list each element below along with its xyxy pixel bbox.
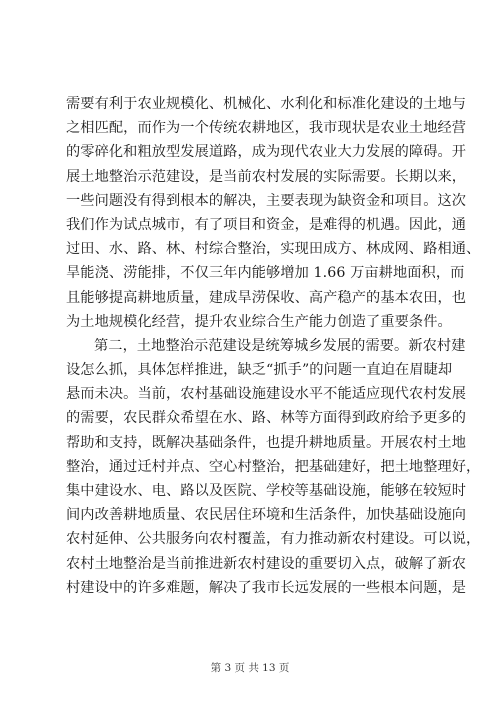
text-line: 村建设中的许多难题，解决了我市长远发展的一些根本问题，是 — [66, 579, 467, 596]
paragraph-start-line: 第二，土地整治示范建设是统筹城乡发展的需要。新农村建 — [94, 337, 466, 354]
text-line: 间内改善耕地质量、农民居住环境和生活条件，加快基础设施向 — [66, 507, 467, 524]
text-line: 农村延伸、公共服务向农村覆盖，有力推动新农村建设。可以说， — [66, 531, 481, 548]
text-line: 农村土地整治是当前推进新农村建设的重要切入点，破解了新农 — [66, 555, 467, 572]
body-text — [66, 92, 481, 600]
text-line: 悬而未决。当前，农村基础设施建设水平不能适应现代农村发展 — [66, 386, 467, 403]
text-line: 且能够提高耕地质量，建成旱涝保收、高产稳产的基本农田，也 — [66, 289, 467, 306]
text-line: 需要有利于农业规模化、机械化、水利化和标准化建设的土地与 — [66, 96, 467, 112]
text-line: 的零碎化和粗放型发展道路，成为现代农业大力发展的障碍。开 — [66, 144, 467, 161]
text-line: 的需要，农民群众希望在水、路、林等方面得到政府给予更多的 — [66, 410, 467, 427]
page-number-footer: 第 3 页 共 13 页 — [210, 662, 290, 674]
text-line: 展土地整治示范建设，是当前农村发展的实际需要。长期以来， — [66, 168, 467, 185]
text-line: 一些问题没有得到根本的解决，主要表现为缺资金和项目。这次 — [66, 192, 467, 209]
text-line: 帮助和支持，既解决基础条件，也提升耕地质量。开展农村土地 — [66, 434, 467, 451]
text-line: 旱能浇、涝能排，不仅三年内能够增加 1.66 万亩耕地面积，而 — [66, 265, 465, 282]
text-line: 过田、水、路、林、村综合整治，实现田成方、林成网、路相通、 — [66, 241, 481, 258]
text-line: 整治，通过迁村并点、空心村整治，把基础建好，把土地整理好， — [66, 458, 481, 475]
paragraph-end-line: 为土地规模化经营，提升农业综合生产能力创造了重要条件。 — [66, 313, 452, 330]
text-line: 设怎么抓，具体怎样推进，缺乏“抓手”的问题一直迫在眉睫却 — [66, 362, 453, 379]
text-line: 我们作为试点城市，有了项目和资金，是难得的机遇。因此，通 — [66, 216, 467, 233]
text-line: 集中建设水、电、路以及医院、学校等基础设施，能够在较短时 — [66, 483, 467, 499]
text-line: 之相匹配，而作为一个传统农耕地区，我市现状是农业土地经营 — [66, 120, 467, 137]
